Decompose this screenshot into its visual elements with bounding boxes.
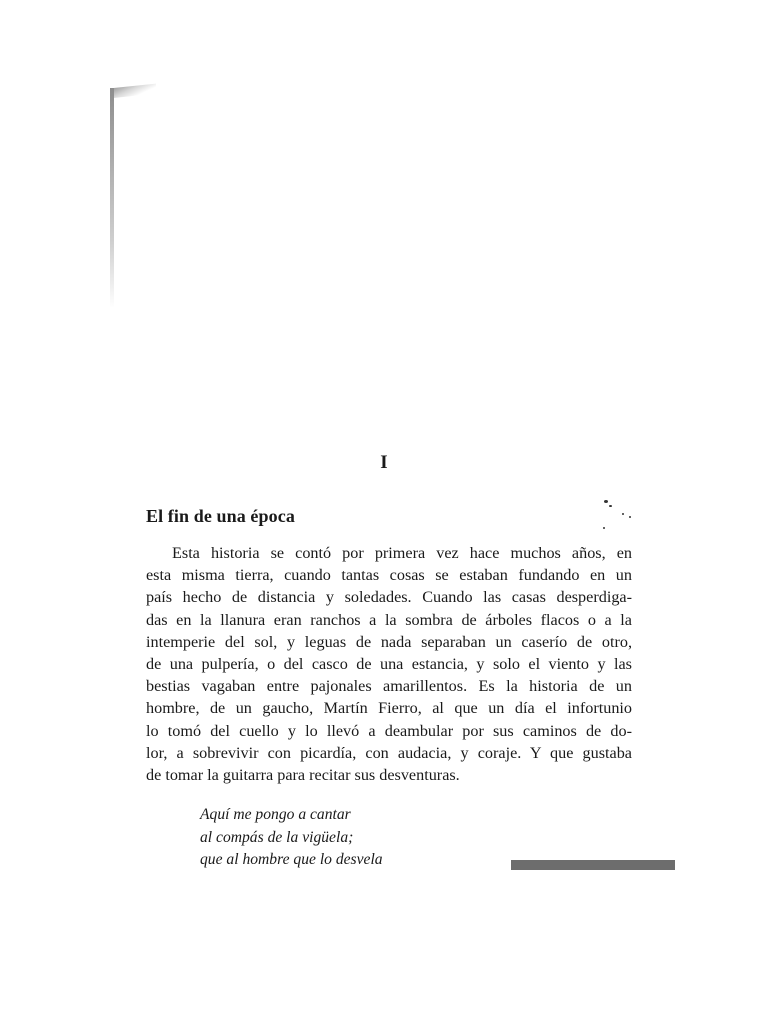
- scan-speck: [603, 527, 605, 529]
- paragraph-line: intemperie del sol, y leguas de nada separaban un caserío de otro,: [146, 632, 632, 651]
- paragraph-line: país hecho de distancia y soledades. Cuando las casas desperdiga-: [146, 588, 632, 607]
- scan-speck: [604, 500, 608, 503]
- chapter-number-text: I: [380, 452, 388, 473]
- body-paragraph: [146, 542, 632, 786]
- chapter-title: El fin de una época: [146, 506, 295, 526]
- verse-quote: [200, 804, 383, 872]
- chapter-number: [0, 452, 768, 474]
- paragraph-line: de tomar la guitarra para recitar sus desventuras.: [146, 766, 460, 785]
- paragraph-line: das en la llanura eran ranchos a la sombra de árboles flacos o a la: [146, 610, 632, 629]
- scan-speck: [622, 513, 624, 515]
- page-edge-shadow: [110, 88, 114, 308]
- verse-line: al compás de la vigüela;: [200, 828, 354, 846]
- page-edge-shadow-top: [110, 84, 156, 99]
- paragraph-line: lo tomó del cuello y lo llevó a deambular por sus caminos de do-: [146, 721, 632, 740]
- scan-speck: [609, 505, 612, 507]
- paragraph-line: hombre, de un gaucho, Martín Fierro, al que un día el infortunio: [146, 699, 632, 718]
- paragraph-line: bestias vagaban entre pajonales amarillentos. Es la historia de un: [146, 677, 632, 696]
- paragraph-line: Esta historia se contó por primera vez hace muchos años, en: [172, 544, 632, 562]
- verse-line: que al hombre que lo desvela: [200, 851, 383, 868]
- scan-speck: [629, 516, 631, 518]
- paragraph-line: lor, a sobrevivir con picardía, con audacia, y coraje. Y que gustaba: [146, 743, 632, 762]
- scan-gray-bar: [511, 860, 675, 870]
- paragraph-line: de una pulpería, o del casco de una estancia, y solo el viento y las: [146, 655, 632, 674]
- paragraph-line: esta misma tierra, cuando tantas cosas se estaban fundando en un: [146, 566, 632, 585]
- verse-line: Aquí me pongo a cantar: [200, 806, 351, 823]
